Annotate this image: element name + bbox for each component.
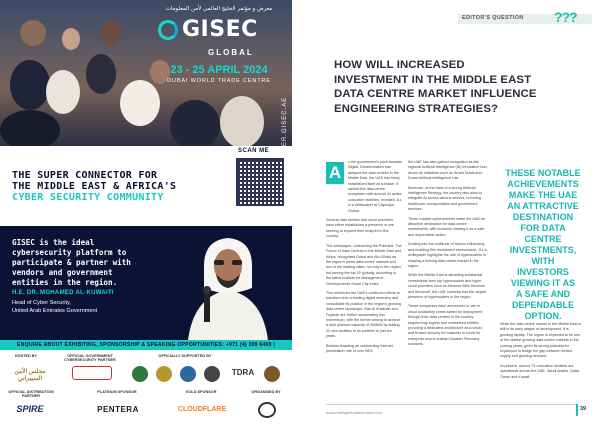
- tagline: [12, 170, 250, 203]
- body-column-2: [408, 160, 488, 352]
- dubai-gov-logo: [72, 366, 112, 380]
- tagline-line-3: CYBER SECURITY COMMUNITY: [12, 192, 164, 203]
- paragraph: Several data centres and cloud providers have either established a presence or are seeking to expand their footprint in the country.: [326, 218, 394, 239]
- body-column-3: [500, 322, 582, 384]
- headline-line: DATA CENTRE MARKET INFLUENCE: [334, 88, 537, 101]
- pull-quote-line: A SAFE AND: [515, 289, 571, 299]
- gisec-advert: [0, 0, 292, 424]
- event-dates: 23 - 25 APRIL 2024: [170, 64, 268, 76]
- emblem-logo-1: [132, 366, 148, 382]
- headline-line: HOW WILL INCREASED: [334, 59, 465, 71]
- caption-hosted-by: HOSTED BY: [14, 354, 38, 358]
- qr-code-icon[interactable]: [236, 158, 284, 206]
- tagline-line-1: THE SUPER CONNECTOR FOR: [12, 170, 158, 181]
- emblem-logo-3: [180, 366, 196, 382]
- paragraph: the UAE has also gained recognition as the regional Artificial Intelligence (AI) innovation hub, driven by initiatives such as Smart Dubai and Dubai Artificial Intelligence Lab.: [408, 160, 488, 181]
- body-column-1: [326, 160, 402, 358]
- paragraph: These companies have announced or are in cloud availability zones slated for deployment through their data centres in the country, targeted big-buyers and centralised entities providing a dedicated architecture and robust and trusted security for business to boost its enterprise and to sustain Disaster Recovery solutions.: [408, 304, 482, 347]
- gisec-logo-block: [152, 6, 286, 94]
- caption-official-gov: OFFICIAL GOVERNMENT CYBERSECURITY PARTNER: [64, 354, 116, 363]
- headline-line: ENGINEERING STRATEGIES?: [334, 102, 499, 115]
- pull-quote-line: AN ATTRACTIVE: [507, 201, 579, 211]
- pull-quote-line: DESTINATION: [512, 212, 574, 222]
- portrait-photo: [168, 226, 288, 340]
- drop-cap: A: [326, 162, 344, 184]
- person-name: H.E. DR. MOHAMED AL-KUWAITI: [12, 290, 114, 296]
- footer-divider: [326, 404, 578, 405]
- pull-quote-line: VIEWING IT AS: [510, 278, 576, 288]
- person-role-1: Head of Cyber Security,: [12, 300, 71, 306]
- dwtc-logo: [258, 402, 276, 418]
- paragraph: The whitepaper, Unleashing the Potential: The Future of Data Centres in the Middle East and Africa, recognises Dubai and Abu Dhabi as the region's prime data centre markets and two of the leading cities, not only in the region, but among the top 20 globally, according to the latest Institute for Management Development's Smart City Index.: [326, 243, 402, 286]
- paragraph: These notable achievements make the UAE an attractive destination for data centre investments, with investors viewing it as a safe and dependable option.: [408, 216, 486, 237]
- emblem-logo-4: [204, 366, 220, 382]
- platform-text: GISEC is the ideal cybersecurity platform to participate & partner with vendors and government entities in the region.: [12, 238, 131, 287]
- pentera-logo: PENTERA: [97, 405, 139, 414]
- pull-quote-line: DEPENDABLE: [511, 300, 574, 310]
- emblem-logo-5: [264, 366, 280, 382]
- logo-sub: GLOBAL: [208, 48, 254, 57]
- headline-line: INVESTMENT IN THE MIDDLE EAST: [334, 73, 532, 86]
- page-number: 39: [580, 406, 587, 412]
- csc-logo: مجلس الأمن السيبراني: [14, 369, 46, 382]
- caption-distribution: OFFICIAL DISTRIBUTION PARTNER: [8, 390, 54, 399]
- tdra-logo: TDRA: [231, 368, 255, 377]
- paragraph: While the data centre market in the Middle East is still in its early stages of development, it is growing rapidly. The region is expected to be one of the fastest growing data centre markets in the coming years, given its strong potential for expansion to bridge the gap between limited supply and growing demand.: [500, 322, 582, 359]
- paragraph: While the Middle East is attracting substantial investments from top hyperscalers and hyper cloud providers such as Amazon Web Services and Microsoft, the UAE currently has the largest presence of hyperscalers in the region.: [408, 273, 487, 299]
- paragraph: This reinforces the UAE's continued efforts to transform into a leading digital economy and consolidate its position in the region's growing data centre landscape. Ras Al Khaimah and Fujairah are further accelerating this momentum, with the former aiming to achieve a total planned capacity of 350MW by adding 12 new facilities to its portfolio in just ten years.: [326, 290, 401, 339]
- pull-quote-line: WITH: [531, 256, 555, 266]
- section-label: EDITOR'S QUESTION: [462, 15, 524, 21]
- caption-platinum: PLATINUM SPONSOR: [97, 390, 137, 394]
- gisec-ring-icon: [158, 20, 178, 40]
- pull-quote-line: INVESTORS: [517, 267, 569, 277]
- logo-word: GISEC: [182, 17, 258, 42]
- pull-quote-line: ACHIEVEMENTS: [507, 179, 579, 189]
- enquire-text: ENQUIRE ABOUT EXHIBITING, SPONSORSHIP & SPEAKING OPPORTUNITIES: +971 (4) 309 6469 |: [16, 342, 276, 348]
- pull-quote-line: OPTION.: [524, 311, 562, 321]
- tagline-line-2: THE MIDDLE EAST & AFRICA'S: [12, 181, 177, 192]
- emblem-logo-2: [156, 366, 172, 382]
- arabic-header: معرض و مؤتمر الخليج العالمي لأمن المعلومات: [165, 6, 273, 12]
- cloudflare-logo: CLOUDFLARE: [177, 406, 227, 413]
- caption-organised: ORGANISED BY: [251, 390, 281, 394]
- event-venue: DUBAI WORLD TRADE CENTRE: [167, 78, 271, 84]
- pull-quote-line: MAKE THE UAE: [508, 190, 578, 200]
- person-role-2: United Arab Emirates Government: [12, 308, 98, 314]
- article-headline: [334, 58, 574, 116]
- caption-officially-supported: OFFICIALLY SUPPORTED BY: [158, 354, 212, 358]
- pull-quote-line: CENTRE: [524, 234, 562, 244]
- enquire-bar: [0, 340, 292, 350]
- pull-quote-line: THESE NOTABLE: [505, 168, 581, 178]
- paragraph: Besides boasting an outstanding Internet penetration rate of over 98%,: [326, 343, 393, 353]
- tagline-band: [0, 146, 292, 226]
- page-number-accent: [576, 404, 578, 416]
- editorial-page: [300, 0, 600, 424]
- sponsor-strip: [0, 350, 292, 424]
- scan-label: SCAN ME: [238, 148, 270, 154]
- gisec-logo: [158, 17, 258, 42]
- pull-quote-line: INVESTMENTS,: [509, 245, 577, 255]
- paragraph: At present, around 73 colocation facilities are operational across the UAE, Saudi Arabia, Qatar, Oman and Kuwait.: [500, 363, 580, 379]
- paragraph: Dealing into the multitude of factors influencing and enabling this investment environment, JLL's whitepaper highlights the role of hyperscalers in shaping a thriving data centre market in the region.: [408, 242, 487, 268]
- pull-quote: [500, 168, 586, 322]
- pull-quote-line: FOR DATA: [520, 223, 566, 233]
- endorsement-panel: [0, 226, 292, 340]
- caption-gold: GOLD SPONSOR: [185, 390, 217, 394]
- question-marks-icon: ???: [554, 9, 577, 25]
- spire-logo: SPIRE: [16, 404, 44, 414]
- footer-url[interactable]: www.intelligentdatacentres.com: [326, 410, 383, 415]
- paragraph: Moreover, at the back of a strong Artificial Intelligence Strategy, the country also aims to integrate AI across various sectors, including healthcare, transportation and government services.: [408, 185, 483, 212]
- paragraph: s the government's push towards Digital Transformation has dumped the data centres in the Middle East, the UAE has firmly established itself as a leader. It ranked the data centre ecosystem with around 24 active colocation facilities, revealed JLL in a whitepaper at Cityscape Global.: [348, 160, 402, 213]
